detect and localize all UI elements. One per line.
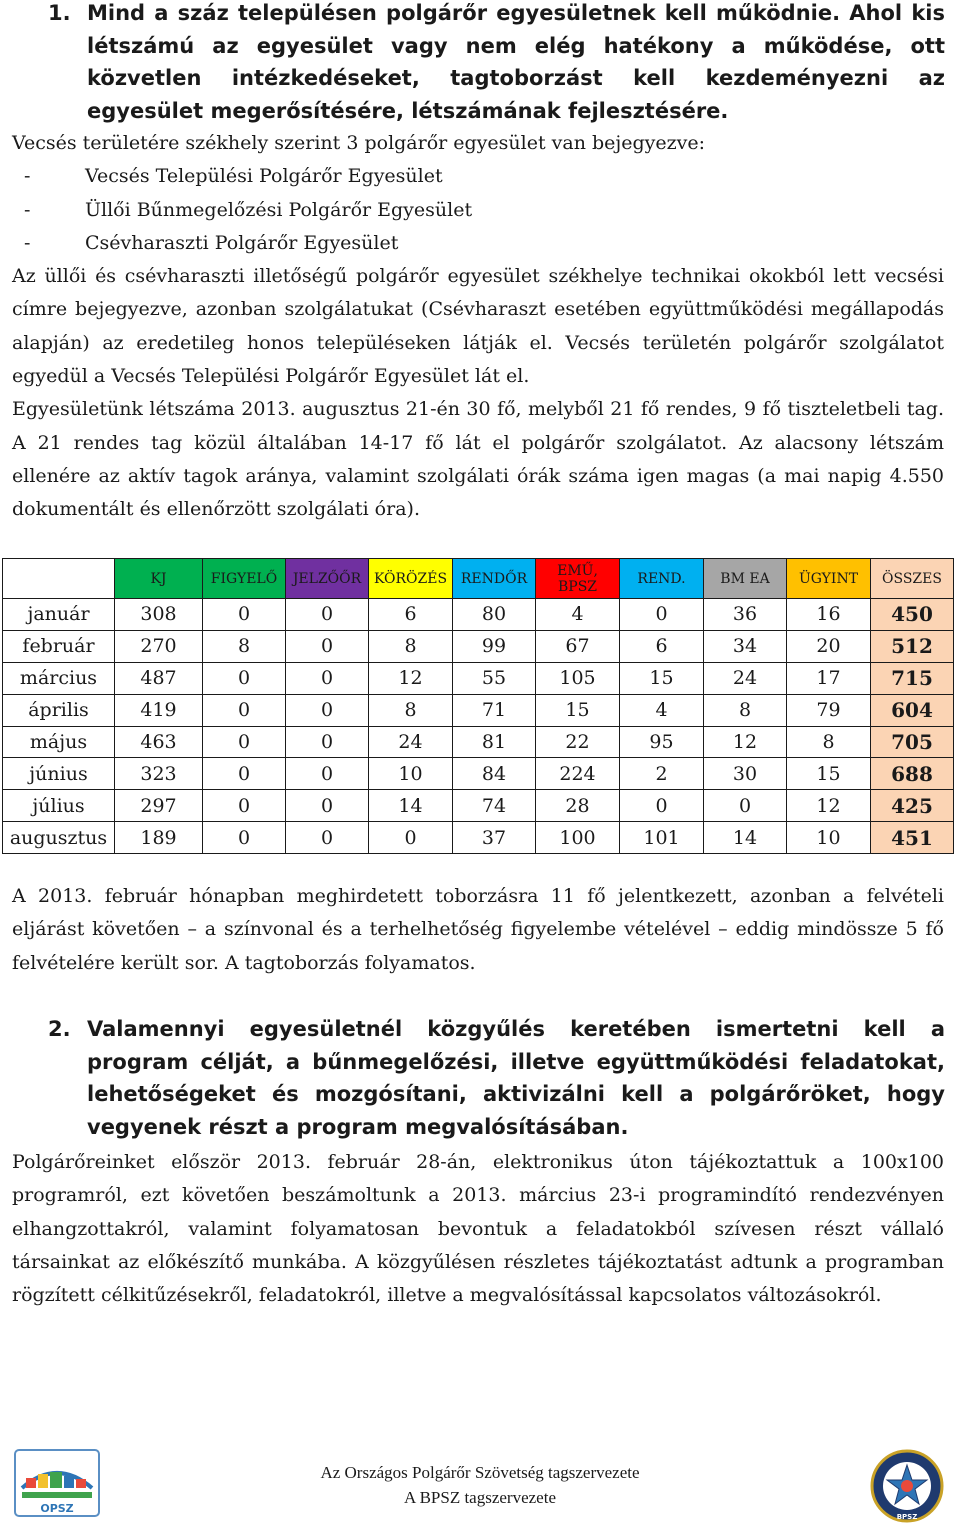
value-cell: 15: [536, 694, 620, 726]
table-row: [3, 599, 954, 631]
value-cell: 297: [115, 790, 203, 822]
value-cell: 20: [787, 630, 871, 662]
value-cell: 100: [536, 822, 620, 854]
value-cell: 4: [620, 694, 704, 726]
value-cell: 8: [369, 694, 453, 726]
value-cell: 10: [369, 758, 453, 790]
recruitment-paragraph-block: [12, 880, 944, 980]
header-cell-rend: REND.: [620, 559, 704, 599]
header-cell-osszes: ÖSSZES: [871, 559, 954, 599]
value-cell: 0: [286, 758, 369, 790]
section-1-body: [12, 127, 944, 527]
value-cell: 0: [203, 599, 286, 631]
value-cell: 34: [704, 630, 787, 662]
value-cell: 0: [203, 694, 286, 726]
value-cell: 17: [787, 662, 871, 694]
value-cell: 74: [453, 790, 536, 822]
total-cell: 512: [871, 630, 954, 662]
value-cell: 8: [704, 694, 787, 726]
association-name: Vecsés Települési Polgárőr Egyesület: [85, 165, 443, 188]
association-name: Üllői Bűnmegelőzési Polgárőr Egyesület: [85, 198, 473, 221]
table-row: [3, 790, 954, 822]
paragraph-membership: Egyesületünk létszáma 2013. augusztus 21-én 30 fő, melyből 21 fő rendes, 9 fő tiszteletbeli tag. A 21 rendes tag közül általában 14-17 fő lát el polgárőr szolgálatot. Az alacsony létszám ellenére az aktív tagok aránya, valamint szolgálati órák száma igen magas (a mai napig 4.550 dokumentált és ellenőrzött szolgálati óra).: [12, 398, 944, 521]
header-cell-kj: KJ: [115, 559, 203, 599]
value-cell: 8: [369, 630, 453, 662]
month-cell: március: [3, 662, 115, 694]
value-cell: 84: [453, 758, 536, 790]
header-cell-figyelo: FIGYELŐ: [203, 559, 286, 599]
value-cell: 308: [115, 599, 203, 631]
header-cell-rendor: RENDŐR: [453, 559, 536, 599]
table-row: [3, 758, 954, 790]
value-cell: 2: [620, 758, 704, 790]
month-cell: július: [3, 790, 115, 822]
section-1-heading-text: Mind a száz településen polgárőr egyesületnek kell működnie. Ahol kis létszámú az egyesület vagy nem elég hatékony a működése, ott közvetlen intézkedéseket, tagtoborzást kell kezdeményezni az egyesület megerősítésére, létszámának fejlesztésére.: [87, 1, 945, 123]
total-cell: 425: [871, 790, 954, 822]
value-cell: 0: [203, 790, 286, 822]
bpsz-logo-text: BPSZ: [896, 1513, 918, 1521]
month-cell: május: [3, 726, 115, 758]
header-cell-emu-bpsz: EMŰ, BPSZ: [536, 559, 620, 599]
association-name: Csévharaszti Polgárőr Egyesület: [85, 231, 399, 254]
section-2-number: 2.: [48, 1017, 71, 1041]
table-row: [3, 694, 954, 726]
table-row: [3, 630, 954, 662]
value-cell: 0: [203, 758, 286, 790]
header-cell-ugyint: ÜGYINT: [787, 559, 871, 599]
value-cell: 419: [115, 694, 203, 726]
value-cell: 12: [704, 726, 787, 758]
value-cell: 36: [704, 599, 787, 631]
value-cell: 6: [620, 630, 704, 662]
value-cell: 24: [704, 662, 787, 694]
intro-text: Vecsés területére székhely szerint 3 polgárőr egyesület van bejegyezve:: [12, 132, 706, 154]
service-hours-table: [2, 558, 954, 854]
section-1-number: 1.: [48, 1, 71, 25]
value-cell: 37: [453, 822, 536, 854]
value-cell: 224: [536, 758, 620, 790]
value-cell: 22: [536, 726, 620, 758]
value-cell: 189: [115, 822, 203, 854]
value-cell: 0: [203, 822, 286, 854]
list-item: [12, 227, 944, 260]
header-cell-bm-ea: BM EA: [704, 559, 787, 599]
month-cell: június: [3, 758, 115, 790]
value-cell: 79: [787, 694, 871, 726]
value-cell: 101: [620, 822, 704, 854]
value-cell: 12: [369, 662, 453, 694]
value-cell: 6: [369, 599, 453, 631]
table-row: [3, 726, 954, 758]
value-cell: 0: [286, 662, 369, 694]
value-cell: 67: [536, 630, 620, 662]
value-cell: 0: [704, 790, 787, 822]
value-cell: 95: [620, 726, 704, 758]
value-cell: 81: [453, 726, 536, 758]
value-cell: 0: [286, 599, 369, 631]
value-cell: 270: [115, 630, 203, 662]
list-dash: -: [24, 165, 31, 188]
total-cell: 450: [871, 599, 954, 631]
total-cell: 688: [871, 758, 954, 790]
table-body: [3, 599, 954, 854]
table-row: [3, 662, 954, 694]
footer-line-2: A BPSZ tagszervezete: [403, 1488, 556, 1507]
header-cell-empty: [3, 559, 115, 599]
paragraph-program-info: Polgárőreinket először 2013. február 28-án, elektronikus úton tájékoztattuk a 100x100 programról, ezt követően beszámoltunk a 2013. március 23-i programindító rendezvényen elhangzottakról, valamint folyamatosan bevontuk a feladatokból szívesen részt vállaló társainkat az előkészítő munkába. A közgyűlésen részletes tájékoztatást adtunk a programban rögzített célkitűzésekről, feladatokról, illetve a megvalósítással kapcsolatos változásokról.: [12, 1151, 944, 1307]
value-cell: 14: [704, 822, 787, 854]
list-item: [12, 160, 944, 193]
value-cell: 0: [286, 630, 369, 662]
value-cell: 24: [369, 726, 453, 758]
value-cell: 323: [115, 758, 203, 790]
value-cell: 0: [620, 790, 704, 822]
value-cell: 55: [453, 662, 536, 694]
value-cell: 30: [704, 758, 787, 790]
value-cell: 14: [369, 790, 453, 822]
total-cell: 451: [871, 822, 954, 854]
value-cell: 0: [620, 599, 704, 631]
value-cell: 16: [787, 599, 871, 631]
header-cell-jelzoor: JELZŐŐR: [286, 559, 369, 599]
value-cell: 4: [536, 599, 620, 631]
value-cell: 8: [787, 726, 871, 758]
footer-line-1: Az Országos Polgárőr Szövetség tagszervezete: [320, 1463, 640, 1482]
paragraph-jurisdiction: Az üllői és csévharaszti illetőségű polgárőr egyesület székhelye technikai okokból lett vecsési címre bejegyezve, azonban szolgálatukat (Csévharaszt esetében együttműködési megállapodás alapján) az eredetileg honos településeken látják el. Vecsés területén polgárőr szolgálatot egyedül a Vecsés Települési Polgárőr Egyesület lát el.: [12, 265, 944, 388]
total-cell: 715: [871, 662, 954, 694]
value-cell: 0: [203, 662, 286, 694]
list-dash: -: [24, 198, 31, 221]
table-header-row: [3, 559, 954, 599]
value-cell: 8: [203, 630, 286, 662]
section-2-heading-text: Valamennyi egyesületnél közgyűlés keretében ismertetni kell a program célját, a bűnmegelőzési, illetve együttműködési feladatokat, lehetőségeket és mozgósítani, aktivizálni kell a polgárőröket, hogy vegyenek részt a program megvalósításában.: [87, 1017, 945, 1139]
value-cell: 0: [286, 790, 369, 822]
month-cell: január: [3, 599, 115, 631]
header-cell-korozes: KÖRÖZÉS: [369, 559, 453, 599]
value-cell: 487: [115, 662, 203, 694]
value-cell: 28: [536, 790, 620, 822]
value-cell: 80: [453, 599, 536, 631]
paragraph-recruitment: A 2013. február hónapban meghirdetett toborzásra 11 fő jelentkezett, azonban a felvételi eljárást követően – a színvonal és a terhelhetőség figyelembe vételével – eddig mindössze 5 fő felvételére került sor. A tagtoborzás folyamatos.: [12, 885, 944, 974]
value-cell: 71: [453, 694, 536, 726]
association-list: [12, 160, 944, 260]
value-cell: 0: [203, 726, 286, 758]
month-cell: augusztus: [3, 822, 115, 854]
section-2-body: [12, 1146, 944, 1312]
value-cell: 99: [453, 630, 536, 662]
value-cell: 105: [536, 662, 620, 694]
list-item: [12, 194, 944, 227]
value-cell: 0: [286, 694, 369, 726]
total-cell: 705: [871, 726, 954, 758]
opsz-logo-text: OPSZ: [40, 1502, 74, 1515]
value-cell: 0: [286, 726, 369, 758]
table-row: [3, 822, 954, 854]
month-cell: február: [3, 630, 115, 662]
value-cell: 10: [787, 822, 871, 854]
list-dash: -: [24, 231, 31, 254]
opsz-logo: [12, 1448, 102, 1518]
total-cell: 604: [871, 694, 954, 726]
value-cell: 463: [115, 726, 203, 758]
value-cell: 0: [286, 822, 369, 854]
value-cell: 15: [787, 758, 871, 790]
value-cell: 15: [620, 662, 704, 694]
value-cell: 0: [369, 822, 453, 854]
value-cell: 12: [787, 790, 871, 822]
month-cell: április: [3, 694, 115, 726]
bpsz-logo: [870, 1449, 944, 1523]
